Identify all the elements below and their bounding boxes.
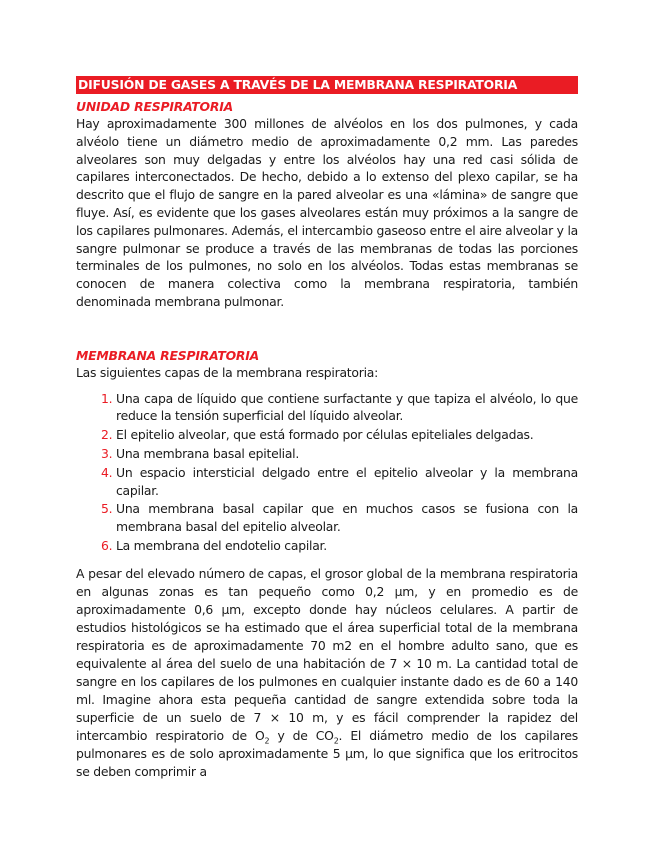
paragraph-membrana-intro: Las siguientes capas de la membrana respiratoria:	[76, 364, 379, 380]
document-page	[76, 76, 578, 781]
subscript: 2	[333, 736, 339, 746]
section-heading-unidad: UNIDAD RESPIRATORIA	[76, 99, 234, 114]
membrane-layers-list	[76, 390, 578, 555]
list-item: 4. Un espacio intersticial delgado entre el epitelio alveolar y la membrana capilar.	[116, 464, 578, 500]
list-item: 3. Una membrana basal epitelial.	[116, 445, 578, 463]
paragraph-text: A pesar del elevado número de capas, el grosor global de la membrana respiratoria en algunas zonas es tan pequeño como 0,2 μm, y en promedio es de aproximadamente 0,6 μm, excepto donde hay núcleos celulares. A partir de estudios histológicos se ha estimado que el área superficial total de la membrana respiratoria es de aproximadamente 70 m2 en el hombre adulto sano, que es equivalente al área del suelo de una habitación de 7 × 10 m. La cantidad total de sangre en los capilares de los pulmones en cualquier instante dado es de 60 a 140 ml. Imagine ahora esta pequeña cantidad de sangre extendida sobre toda la superficie de un suelo de 7 × 10 m, y es fácil comprender la rapidez del intercambio respiratorio de O	[76, 565, 578, 743]
section-gap	[76, 311, 578, 347]
list-item: 1. Una capa de líquido que contiene surfactante y que tapiza el alvéolo, lo que reduce la tensión superficial del líquido alveolar.	[116, 390, 578, 426]
paragraph-text: y de CO	[269, 727, 334, 743]
document-title: DIFUSIÓN DE GASES A TRAVÉS DE LA MEMBRANA RESPIRATORIA	[76, 76, 578, 94]
paragraph-unidad: Hay aproximadamente 300 millones de alvéolos en los dos pulmones, y cada alvéolo tiene un diámetro medio de aproximadamente 0,2 mm. Las paredes alveolares son muy delgadas y entre los alvéolos hay una red casi sólida de capilares interconectados. De hecho, debido a lo extenso del plexo capilar, se ha descrito que el flujo de sangre en la pared alveolar es una «lámina» de sangre que fluye. Así, es evidente que los gases alveolares están muy próximos a la sangre de los capilares pulmonares. Además, el intercambio gaseoso entre el aire alveolar y la sangre pulmonar se produce a través de las membranas de todas las porciones terminales de los pulmones, no solo en los alvéolos. Todas estas membranas se conocen de manera colectiva como la membrana respiratoria, también denominada membrana pulmonar.	[76, 116, 578, 309]
list-item: 5. Una membrana basal capilar que en muchos casos se fusiona con la membrana basal del epitelio alveolar.	[116, 500, 578, 536]
subscript: 2	[264, 736, 270, 746]
section-heading-membrana: MEMBRANA RESPIRATORIA	[76, 347, 260, 363]
paragraph-membrana-body	[76, 565, 578, 781]
paragraph-text: . El diámetro medio de los capilares pulmonares es de solo aproximadamente 5 μm, lo que significa que los eritrocitos se deben comprimir a	[76, 727, 578, 779]
list-item: 6. La membrana del endotelio capilar.	[116, 537, 578, 555]
list-item: 2. El epitelio alveolar, que está formado por células epiteliales delgadas.	[116, 426, 578, 444]
